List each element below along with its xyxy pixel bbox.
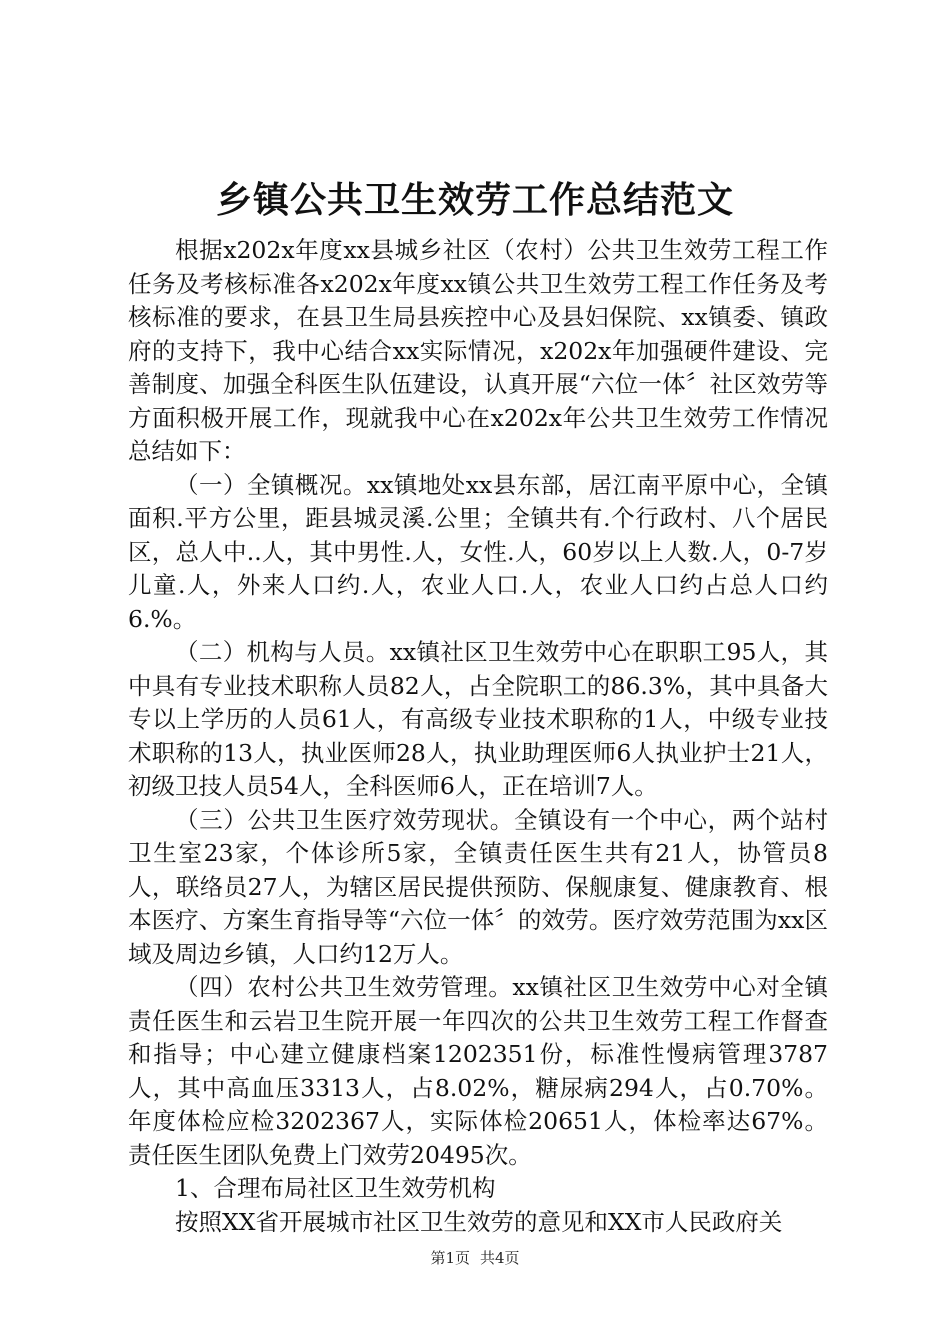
document-title: 乡镇公共卫生效劳工作总结范文 [215,179,734,221]
document-body [128,234,828,1239]
management-paragraph: （四）农村公共卫生效劳管理。xx镇社区卫生效劳中心对全镇责任医生和云岩卫生院开展一年四次的公共卫生效劳工程工作督查和指导；中心建立健康档案1202351份，标准性慢病管理3787人，其中高血压3313人，占8.02%，糖尿病294人，占0.70%。年度体检应检3202367人，实际体检20651人，体检率达67%。责任医生团队免费上门效劳20495次。 [128,973,828,1169]
continuation-paragraph: 按照XX省开展城市社区卫生效劳的意见和XX市人民政府关 [175,1207,783,1236]
page-number: 第1页 [430,1249,470,1267]
intro-paragraph: 根据x202x年度xx县城乡社区（农村）公共卫生效劳工程工作任务及考核标准各x202x年度xx镇公共卫生效劳工程工作任务及考核标准的要求，在县卫生局县疾控中心及县妇保院、xx镇委、镇政府的支持下，我中心结合xx实际情况，x202x年加强硬件建设、完善制度、加强全科医生队伍建设，认真开展“六位一体〞社区效劳等方面积极开展工作，现就我中心在x202x年公共卫生效劳工作情况总结如下： [128,236,828,465]
services-paragraph: （三）公共卫生医疗效劳现状。全镇设有一个中心，两个站村卫生室23家，个体诊所5家，全镇责任医生共有21人，协管员8人，联络员27人，为辖区居民提供预防、保舰康复、健康教育、根本医疗、方案生育指导等“六位一体〞的效劳。医疗效劳范围为xx区域及周边乡镇，人口约12万人。 [128,805,828,968]
page-footer [0,1248,950,1268]
staff-paragraph: （二）机构与人员。xx镇社区卫生效劳中心在职职工95人，其中具有专业技术职称人员82人，占全院职工的86.3%，其中具备大专以上学历的人员61人，有高级专业技术职称的1人，中级专业技术职称的13人，执业医师28人，执业助理医师6人执业护士21人，初级卫技人员54人，全科医师6人，正在培训7人。 [128,638,828,800]
section-heading: 1、合理布局社区卫生效劳机构 [175,1174,496,1202]
page-total: 共4页 [480,1249,520,1267]
overview-paragraph: （一）全镇概况。xx镇地处xx县东部，居江南平原中心，全镇面积.平方公里，距县城灵溪.公里；全镇共有.个行政村、八个居民区，总人中..人，其中男性.人，女性.人，60岁以上人数.人，0-7岁儿童.人，外来人口约.人，农业人口.人，农业人口约占总人口约6.%。 [128,470,828,633]
